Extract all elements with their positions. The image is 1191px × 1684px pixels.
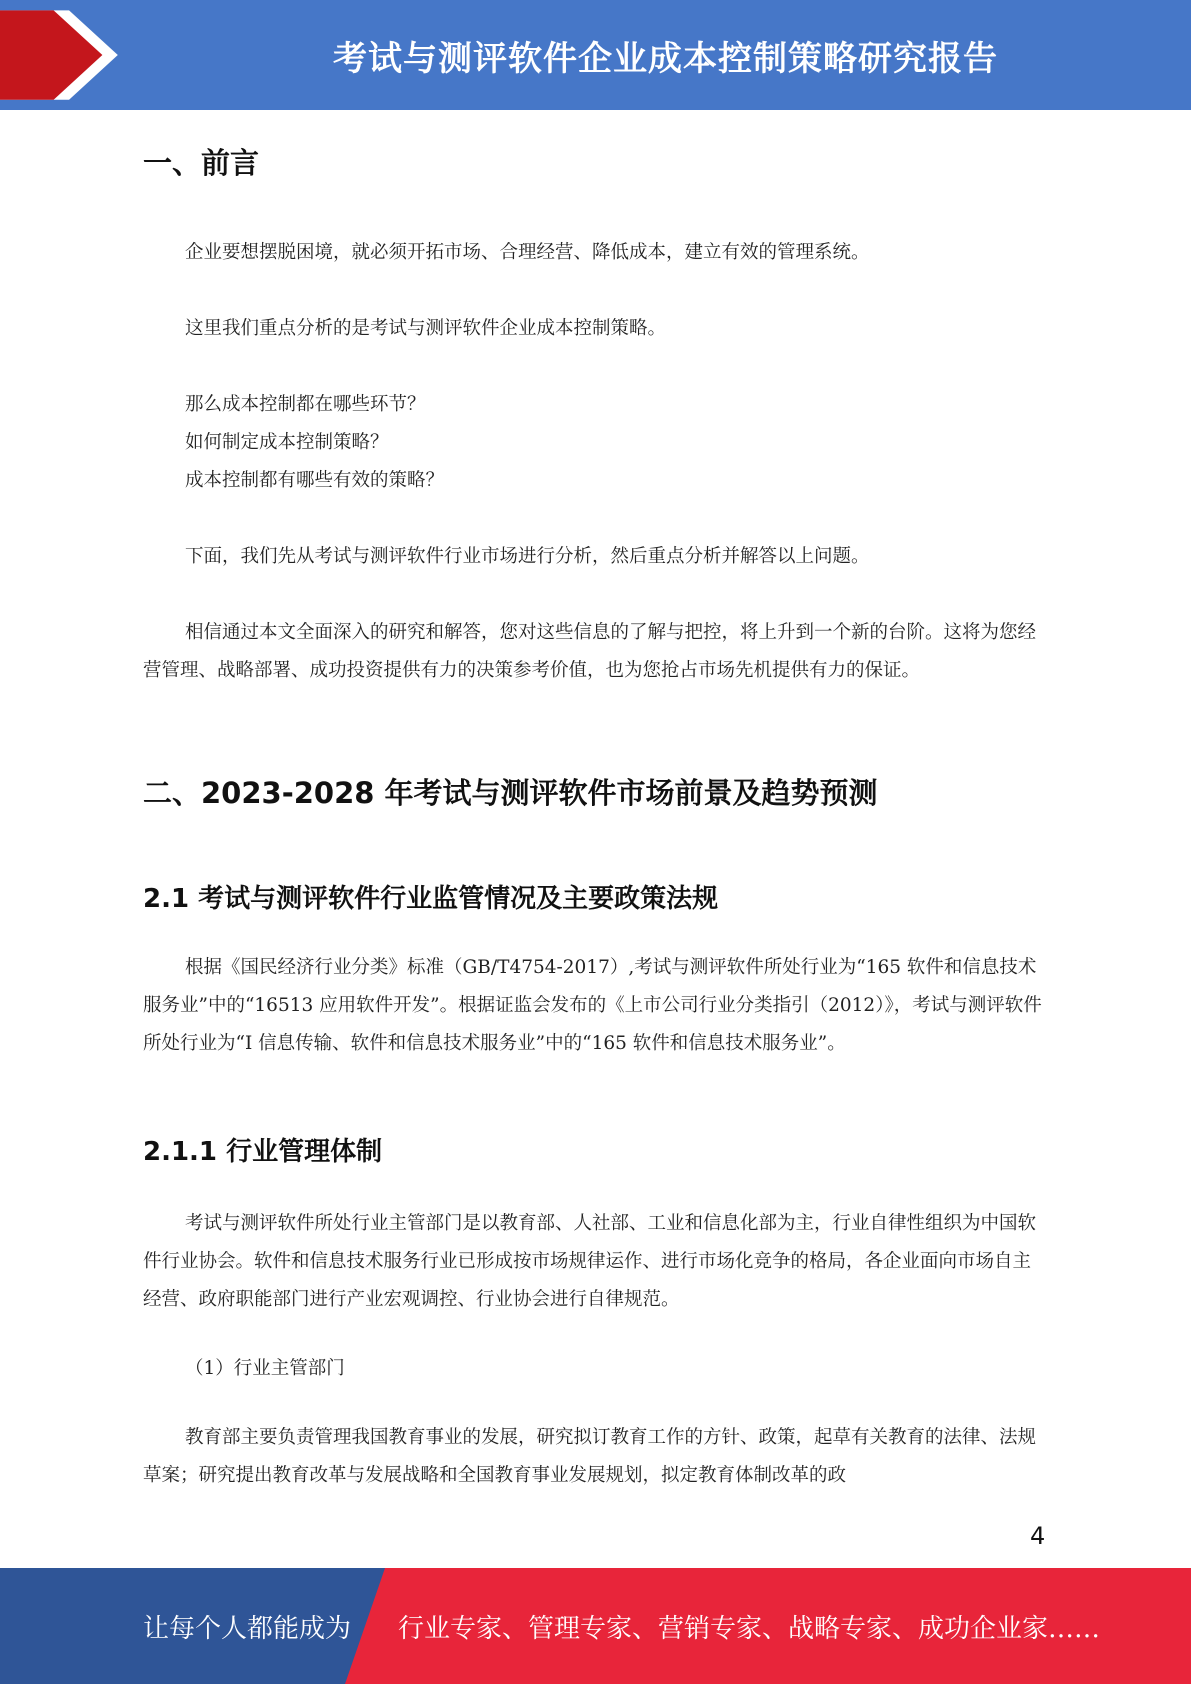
paragraph: 根据《国民经济行业分类》标准（GB/T4754-2017）,考试与测评软件所处行业为“165 软件和信息技术服务业”中的“16513 应用软件开发”。根据证监会发布的《上市公司行业分类指引（2012）》，考试与测评软件所处行业为“I 信息传输、软件和信息技术服务业”中的“165 软件和信息技术服务业”。 xyxy=(143,957,1042,1054)
footer-slogan-right: 行业专家、管理专家、营销专家、战略专家、成功企业家…… xyxy=(398,1613,1101,1644)
footer-banner xyxy=(0,1568,1191,1684)
report-title: 考试与测评软件企业成本控制策略研究报告 xyxy=(333,38,998,79)
page-number: 4 xyxy=(1030,1522,1046,1550)
subsection-heading-regulation: 2.1 考试与测评软件行业监管情况及主要政策法规 xyxy=(143,884,719,914)
question-item: 如何制定成本控制策略？ xyxy=(185,432,389,453)
question-item: 成本控制都有哪些有效的策略？ xyxy=(185,470,445,491)
header-banner xyxy=(0,0,1191,110)
header-arrow-decoration xyxy=(0,0,130,110)
paragraph: 下面，我们先从考试与测评软件行业市场进行分析，然后重点分析并解答以上问题。 xyxy=(185,546,870,567)
paragraph: 企业要想摆脱困境，就必须开拓市场、合理经营、降低成本，建立有效的管理系统。 xyxy=(185,242,870,263)
question-item: 那么成本控制都在哪些环节？ xyxy=(185,394,426,415)
footer-slogan-left: 让每个人都能成为 xyxy=(143,1613,352,1644)
paragraph: 相信通过本文全面深入的研究和解答，您对这些信息的了解与把控，将上升到一个新的台阶。这将为您经营管理、战略部署、成功投资提供有力的决策参考价值，也为您抢占市场先机提供有力的保证。 xyxy=(143,622,1037,681)
section-heading-market-forecast: 二、2023-2028 年考试与测评软件市场前景及趋势预测 xyxy=(143,776,878,810)
paragraph: 这里我们重点分析的是考试与测评软件企业成本控制策略。 xyxy=(185,318,667,339)
subsection-heading-management-system: 2.1.1 行业管理体制 xyxy=(143,1137,383,1167)
sub-item-heading: （1）行业主管部门 xyxy=(185,1358,345,1379)
section-heading-preface: 一、前言 xyxy=(143,146,260,180)
paragraph: 教育部主要负责管理我国教育事业的发展，研究拟订教育工作的方针、政策，起草有关教育的法律、法规草案；研究提出教育改革与发展战略和全国教育事业发展规划，拟定教育体制改革的政 xyxy=(143,1427,1037,1486)
paragraph: 考试与测评软件所处行业主管部门是以教育部、人社部、工业和信息化部为主，行业自律性组织为中国软件行业协会。软件和信息技术服务行业已形成按市场规律运作、进行市场化竞争的格局，各企业面向市场自主经营、政府职能部门进行产业宏观调控、行业协会进行自律规范。 xyxy=(143,1213,1037,1310)
